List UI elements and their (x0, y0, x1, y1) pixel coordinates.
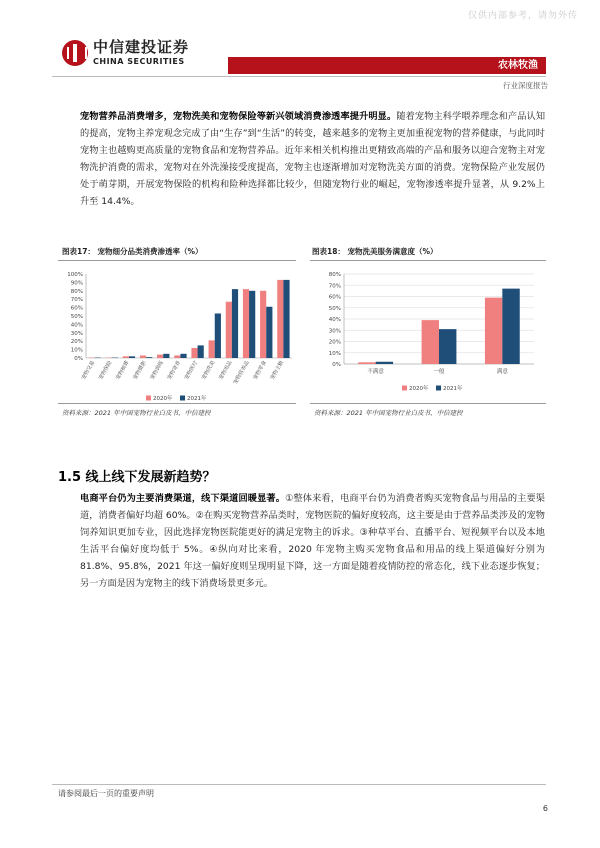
legend-swatch (180, 396, 185, 401)
legend-label: 2021年 (443, 386, 463, 392)
header-divider (52, 76, 546, 77)
x-tick-label: 宠物交易 (80, 360, 97, 381)
page-number: 6 (542, 804, 548, 813)
y-tick-label: 30% (70, 330, 83, 337)
bar-2021年 (198, 345, 204, 358)
bar-2021年 (180, 354, 186, 358)
chart-grooming-satisfaction (310, 266, 546, 402)
figure-18 (312, 246, 546, 257)
figure-17-rule (58, 260, 296, 261)
section-heading: 1.5 线上线下发展新趋势？ (58, 470, 216, 485)
bar-2021年 (283, 280, 289, 358)
bar-2020年 (243, 289, 249, 358)
y-tick-label: 10% (328, 350, 341, 357)
y-tick-label: 80% (328, 272, 341, 278)
bar-2021年 (146, 357, 152, 358)
x-tick-label: 宠物医疗 (183, 360, 200, 381)
bar-2020年 (226, 302, 232, 358)
legend-label: 2021年 (187, 396, 207, 402)
x-tick-label: 宠物用品 (218, 360, 234, 381)
x-tick-label: 满意 (496, 369, 508, 375)
x-tick-label: 宠物摄影 (132, 360, 148, 381)
company-logo (62, 40, 189, 66)
bar-2021年 (249, 291, 255, 358)
industry-banner: 农林牧渔 (228, 57, 546, 74)
bar-2020年 (485, 298, 502, 364)
logo-english-name: CHINA SECURITIES (93, 57, 185, 66)
x-tick-label: 宠物保险 (97, 360, 114, 381)
bar-2021年 (376, 362, 393, 364)
x-tick-label: 宠物训练 (149, 360, 165, 381)
bar-2020年 (260, 291, 266, 358)
bar-2020年 (157, 355, 163, 358)
y-tick-label: 20% (328, 339, 341, 346)
figure-17 (62, 246, 298, 257)
bar-2020年 (277, 280, 283, 358)
bar-2020年 (191, 348, 197, 358)
bar-2020年 (422, 320, 439, 364)
x-tick-label: 宠物主粮 (269, 360, 286, 381)
watermark-text: 仅供内部参考，请勿外传 (467, 11, 578, 21)
figure-17-source: 资料来源：2021 年中国宠物行业白皮书，中信建投 (62, 409, 211, 417)
y-tick-label: 70% (328, 283, 341, 290)
figure-18-source: 资料来源：2021 年中国宠物行业白皮书，中信建投 (314, 409, 463, 417)
x-tick-label: 宠物零食 (252, 360, 268, 381)
y-tick-label: 50% (328, 305, 341, 312)
y-tick-label: 0% (74, 356, 83, 362)
figure-18-bottom-rule (310, 403, 546, 404)
legend-swatch (146, 396, 151, 401)
x-tick-label: 宠物殡葬 (115, 360, 131, 381)
y-tick-label: 100% (67, 272, 83, 278)
y-tick-label: 30% (328, 328, 341, 335)
logo-icon (62, 40, 88, 66)
bar-2021年 (163, 354, 169, 358)
y-tick-label: 40% (328, 317, 341, 323)
chart-category-penetration (58, 266, 298, 406)
bar-2020年 (209, 340, 215, 358)
bar-2021年 (232, 289, 238, 358)
paragraph-body: ①整体来看，电商平台仍为消费者购买宠物食品与用品的主要渠道，消费者偏好均超 60%。②在购买宠物营养品类时，宠物医院的偏好度较高，这主要是由于营养品类涉及的宠物饲养知识更加专业，因此选择宠物医院能更好的满足宠物主的诉求。③种草平台、直播平台、短视频平台以及本地生活平台偏好度均低于 5%。④纵向对比来看，2020 年宠物主购买宠物食品和用品的线上渠道偏好分别为 81.8%、95.8%，2021 年这一偏好度则呈现明显下降，这一方面是随着疫情防控的常态化，线下业态逐步恢复；另一方面是因为宠物主的线下消费场景更多元。 (80, 493, 545, 589)
y-tick-label: 20% (70, 339, 83, 346)
bar-2020年 (123, 356, 129, 358)
bar-2020年 (358, 362, 375, 364)
footer-disclaimer: 请参阅最后一页的重要声明 (58, 789, 154, 798)
legend-label: 2020年 (409, 386, 429, 392)
y-tick-label: 60% (328, 294, 341, 301)
y-tick-label: 50% (70, 314, 83, 320)
paragraph-pet-consumption (80, 108, 545, 210)
paragraph-body: 随着宠物主科学喂养理念和产品认知的提高，宠物主养宠观念完成了由“生存”到“生活”的转变，越来越多的宠物主更加重视宠物的营养健康，与此同时宠物主也越购更高质量的宠物食品和宠物营养品。近年来相关机构推出更精致高端的产品和服务以迎合宠物主对宠物洗护消费的需求，宠物对在外洗澡接受度提高，宠物主也逐渐增加对宠物洗美方面的消费。宠物保险产业发展仍处于萌芽期，开展宠物保险的机构和险种选择都比较少，但随宠物行业的崛起，宠物渗透率提升显著，从 9.2%上升至 14.4%。 (80, 111, 546, 207)
paragraph-lead: 电商平台仍为主要消费渠道，线下渠道回暖显著。 (80, 493, 286, 504)
figure-17-bottom-rule (58, 403, 296, 404)
bar-2021年 (129, 356, 135, 358)
bar-2020年 (174, 355, 180, 358)
logo-chinese-name: 中信建投证券 (93, 38, 190, 56)
figure-17-title: 图表17： 宠物细分品类消费渗透率（%） (62, 247, 203, 256)
legend-swatch (436, 386, 441, 391)
bar-2021年 (215, 313, 221, 358)
y-tick-label: 10% (70, 347, 83, 354)
figure-18-rule (310, 260, 546, 261)
report-type: 行业深度报告 (503, 81, 548, 90)
bar-2021年 (502, 289, 519, 364)
x-tick-label: 一般 (433, 369, 445, 375)
figure-18-title: 图表18： 宠物洗美服务满意度（%） (312, 247, 438, 256)
footer-divider (52, 784, 546, 785)
paragraph-lead: 宠物营养品消费增多，宠物洗美和宠物保险等新兴领域消费渗透率提升明显。 (80, 111, 397, 122)
legend-label: 2020年 (153, 396, 173, 402)
bar-2021年 (266, 307, 272, 358)
bar-2021年 (439, 329, 456, 364)
y-tick-label: 80% (70, 288, 83, 295)
paragraph-channels (80, 490, 545, 592)
y-tick-label: 90% (70, 280, 83, 287)
legend-swatch (402, 386, 407, 391)
x-tick-label: 宠物洗美 (200, 360, 217, 381)
y-tick-label: 40% (70, 322, 83, 329)
x-tick-label: 不满意 (367, 369, 384, 375)
x-tick-label: 宠物营养品 (232, 360, 251, 386)
y-tick-label: 70% (70, 297, 83, 304)
bar-2020年 (140, 355, 146, 358)
x-tick-label: 宠物寄养 (166, 360, 183, 381)
y-tick-label: 60% (70, 305, 83, 312)
y-tick-label: 0% (332, 362, 341, 368)
